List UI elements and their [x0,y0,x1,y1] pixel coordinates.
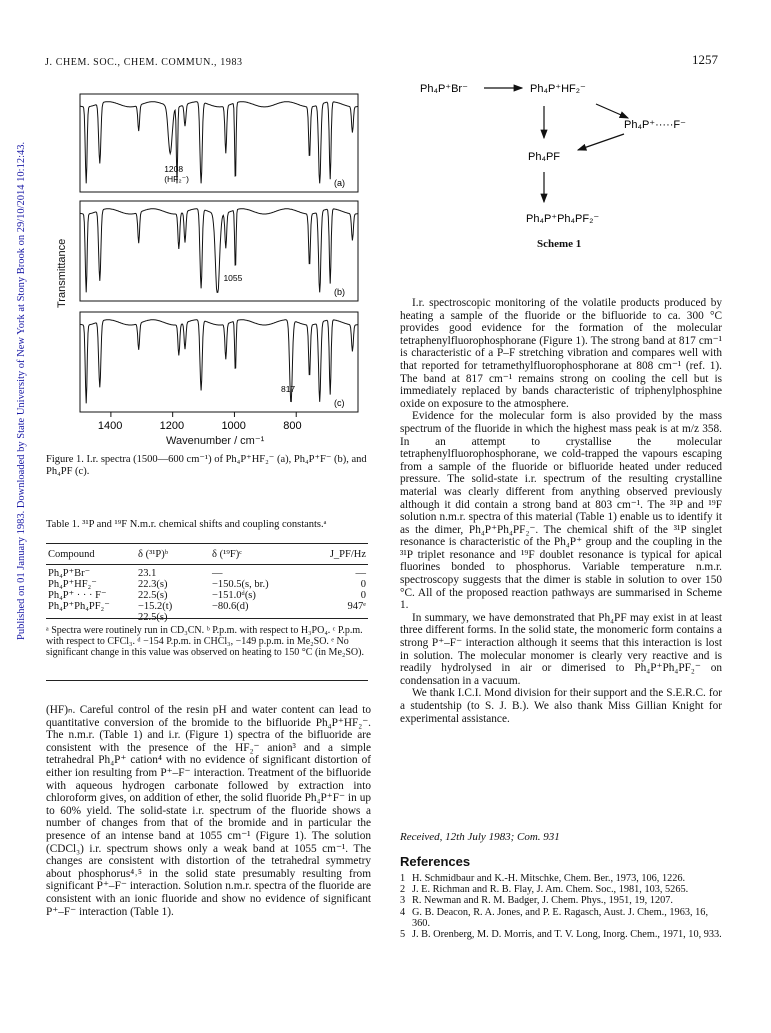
reference-text: J. B. Orenberg, M. D. Morris, and T. V. Long, Inorg. Chem., 1971, 10, 933. [412,929,722,941]
table-cell: −150.5(s, br.) [212,579,269,590]
paragraph: I.r. spectroscopic monitoring of the volatile products produced by heating a sample of the fluoride or the bifluoride to ca. 300 °C provides good evidence for the formation of the molecular tetraphenylfluorophosphorane (Figure 1). The strong band at 817 cm⁻¹ is characteristic of a P–F stretching vibration and compares well with that reported for tetramethylfluorophosphorane at 808 cm⁻¹ (ref. 1). The band at 817 cm⁻¹ remains strong on cooling the cell but is immediately replaced by bands characteristic of triphenylphosphine oxide on exposure to the atmosphere. [400,297,722,410]
table-cell: — [355,568,366,579]
reference-text: G. B. Deacon, R. A. Jones, and P. E. Ragasch, Aust. J. Chem., 1963, 16, 360. [412,906,709,929]
reference-number: 5 [400,929,406,941]
table-row [46,590,368,601]
x-axis-label: Wavenumber / cm⁻¹ [166,435,265,447]
nmr-table [46,543,368,623]
table-cell: −80.6(d) [212,601,249,612]
table-row [46,579,368,590]
table-cell: −15.2(t) [138,601,173,612]
peak-annotation: 1055 [223,273,243,283]
paragraph: In summary, we have demonstrated that Ph₄PF may exist in at least three different forms. In the solid state, the monomeric form contains a strong P⁺–F⁻ interaction although it seems that this interaction is lost in solution. The molecular monomer is clearly very reactive and is readily hydrolysed in air or dimerised to Ph₄P⁺Ph₄PF₂⁻ on condensation in a vacuum. [400,611,722,687]
x-tick-label: 1000 [221,420,246,432]
peak-annotation: (HF₂⁻) [164,174,189,184]
running-header: J. CHEM. SOC., CHEM. COMMUN., 1983 [45,57,243,68]
scheme-node-dimer: Ph₄P⁺Ph₄PF₂⁻ [526,213,600,225]
spectrum-panel-frame [80,312,358,412]
table-cell: Ph₄P⁺ · · · F⁻ [48,590,107,601]
table-cell: — [212,568,223,579]
spectrum-trace [80,102,358,184]
scheme-node-bromide: Ph₄P⁺Br⁻ [420,83,468,95]
download-notice [4,120,27,640]
body-text-right [400,297,722,725]
reference-item [400,895,722,906]
page-number: 1257 [692,52,718,67]
y-axis-label: Transmittance [56,238,68,308]
figure-caption: Figure 1. I.r. spectra (1500—600 cm⁻¹) of Ph₄P⁺HF₂⁻ (a), Ph₄P⁺F⁻ (b), and Ph₄PF (c). [46,454,367,477]
x-tick-label: 1200 [159,420,185,432]
col-p-shift: δ (³¹P)ᵇ [136,544,210,565]
reference-item [400,929,722,940]
table-cell: 22.5(s) [138,590,168,601]
col-compound: Compound [46,544,136,565]
download-notice-text: Published on 01 January 1983. Downloaded by State University of New York at Stony Brook on 29/10/2014 10:12:43. [16,141,27,640]
table-caption: Table 1. ³¹P and ¹⁹F N.m.r. chemical shifts and coupling constants.ᵃ [46,519,327,530]
body-text-left [46,704,371,918]
table-cell: 22.3(s) [138,579,168,590]
x-tick-label: 1400 [97,420,123,432]
table-row [46,601,368,612]
table-cell: −151.0ᵈ(s) [212,590,256,601]
spectrum-trace [80,320,358,404]
paragraph: We thank I.C.I. Mond division for their support and the S.E.R.C. for a studentship (to S. J. B.). We also thank Miss Gillian Knight for experimental assistance. [400,687,722,725]
reference-number: 3 [400,895,406,907]
reference-item [400,884,722,895]
ir-spectra-figure [56,76,370,454]
reference-text: R. Newman and R. M. Badger, J. Chem. Phys., 1951, 19, 1207. [412,895,674,907]
reference-number: 2 [400,884,406,896]
peak-annotation: 817 [280,384,296,394]
spectrum-panel-frame [80,94,358,192]
table-cell: 947ᵉ [347,601,366,612]
references-list [400,873,722,940]
table-end-rule [46,680,368,681]
scheme-node-ion-pair: Ph₄P⁺·····F⁻ [624,119,686,131]
arrow-diagonal [578,134,624,150]
table-cell: Ph₄P⁺Ph₄PF₂⁻ [48,601,110,612]
col-coupling: J_PF/Hz [308,544,368,565]
table-footnote: ᵃ Spectra were routinely run in CD₃CN. ᵇ P.p.m. with respect to H₃PO₄. ᶜ P.p.m. with respect to CFCl₃. ᵈ −154 P.p.m. in CHCl₃, −149 p.p.m. in Me₂SO. ᵉ No significant change in this value was observed on heating to 150 °C (in Me₂SO). [46,625,364,658]
x-axis-ticks [98,412,302,432]
references-heading: References [400,854,471,869]
peak-annotation: 1208 [164,164,184,174]
table-cell: 0 [360,579,366,590]
reaction-scheme [410,76,740,236]
table-cell: 23.1 [138,568,157,579]
panel-tag: (a) [334,178,345,188]
table-bottom-rule [46,618,368,619]
scheme-title: Scheme 1 [537,238,582,250]
reference-text: H. Schmidbaur and K.-H. Mitschke, Chem. Ber., 1973, 106, 1226. [412,873,686,884]
arrow-diagonal [596,104,628,118]
table-row [46,565,368,580]
panel-tag: (b) [334,287,345,297]
scheme-node-fluorophosphorane: Ph₄PF [528,151,561,163]
received-date: Received, 12th July 1983; Com. 931 [400,831,560,843]
panel-tag: (c) [334,398,345,408]
paragraph: (HF)ₙ. Careful control of the resin pH and water content can lead to quantitative conversion of the bromide to the bifluoride Ph₄P⁺HF₂⁻. The n.m.r. (Table 1) and i.r. (Figure 1) spectra of the bifluoride are consistent with the presence of the HF₂⁻ anion³ and a simple tetrahedral Ph₄P⁺ cation⁴ with no evidence of significant distortion of either ion resulting from P⁺–F⁻ interaction. Treatment of the bifluoride with aqueous hydrogen carbonate followed by extraction into chloroform gives, on addition of ether, the solid fluoride Ph₄P⁺F⁻ in up to 60% yield. The solid-state i.r. spectrum of the fluoride shows a number of changes from that of the bromide and in particular the presence of an intense band at 1055 cm⁻¹ (Figure 1). The solution (CDCl₃) i.r. spectrum shows only a weak band at 1055 cm⁻¹. The changes are consistent with distortion of the tetrahedral symmetry about phosphorus⁴˒⁵ in the solid state presumably resulting from significant P⁺–F⁻ interaction. Solution n.m.r. spectra of the fluoride are consistent with an ionic fluoride and show no evidence of significant P⁺–F⁻ interaction (Table 1). [46,704,371,918]
table-cell: 0 [360,590,366,601]
paragraph: Evidence for the molecular form is also provided by the mass spectrum of the fluoride in which the highest mass peak is at m/z 358. In an attempt to crystallise the molecular tetraphenylfluorophosphorane, we cold-trapped the vapours escaping from a sample of the fluoride or bifluoride heated under reduced pressure. The solid-state i.r. spectrum of the resulting crystalline material was clearly different from anything observed previously although it did contain a strong band at 803 cm⁻¹. The ³¹P and ¹⁹F solution n.m.r. spectra of this material (Table 1) enable us to identify it as the dimer, Ph₄P⁺Ph₄PF₂⁻. The chemical shift of the ³¹P singlet resonance is characteristic of the Ph₄P⁺ group and the coupling in the ³¹P triplet resonance and ¹⁹F doublet resonance is typical for apical fluorines bonded to phosphorus. Variable temperature n.m.r. spectroscopy suggests that the dimer is stable in solution to over 150 °C. All of the proposed reaction pathways are summarised in Scheme 1. [400,410,722,612]
reference-number: 1 [400,873,406,884]
reference-text: J. E. Richman and R. B. Flay, J. Am. Chem. Soc., 1981, 103, 5265. [412,884,689,896]
table-cell: Ph₄P⁺HF₂⁻ [48,579,97,590]
reference-item [400,873,722,884]
reference-item [400,907,722,929]
x-tick-label: 800 [283,420,302,432]
table-body [46,565,368,624]
reference-number: 4 [400,906,406,918]
spectrum-trace [80,209,358,293]
col-f-shift: δ (¹⁹F)ᶜ [210,544,308,565]
scheme-node-bifluoride: Ph₄P⁺HF₂⁻ [530,83,586,95]
spectra-panels [80,94,358,412]
table-cell: Ph₄P⁺Br⁻ [48,568,91,579]
